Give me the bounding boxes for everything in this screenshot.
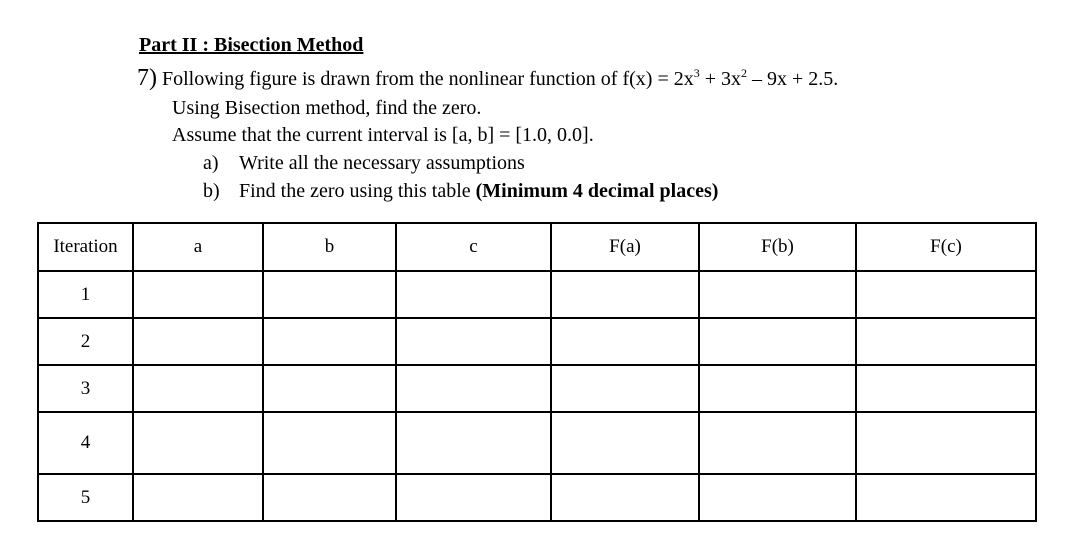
question-number: 7) — [137, 65, 157, 91]
cell-c[interactable] — [396, 365, 551, 412]
cell-b[interactable] — [263, 365, 396, 412]
cell-fa[interactable] — [551, 412, 699, 474]
iteration-number: 3 — [38, 365, 133, 412]
exponent-cubed: 3 — [693, 66, 700, 80]
question-text-end: – 9x + 2.5. — [747, 68, 839, 90]
instruction-method: Using Bisection method, find the zero. — [172, 97, 482, 119]
table-row — [38, 271, 1036, 318]
header-fb: F(b) — [699, 223, 856, 271]
task-a-marker: a) — [203, 152, 219, 174]
section-heading: Part II : Bisection Method — [139, 34, 364, 56]
cell-fb[interactable] — [699, 318, 856, 365]
cell-fa[interactable] — [551, 318, 699, 365]
iteration-number: 5 — [38, 474, 133, 521]
header-iteration: Iteration — [38, 223, 133, 271]
cell-fc[interactable] — [856, 474, 1036, 521]
cell-fa[interactable] — [551, 365, 699, 412]
header-a: a — [133, 223, 263, 271]
task-b-emphasis: (Minimum 4 decimal places) — [475, 180, 719, 202]
task-a — [203, 152, 525, 175]
table-header-row — [38, 223, 1036, 271]
iteration-number: 4 — [38, 412, 133, 474]
cell-fb[interactable] — [699, 271, 856, 318]
cell-b[interactable] — [263, 474, 396, 521]
table-row — [38, 365, 1036, 412]
cell-b[interactable] — [263, 271, 396, 318]
cell-a[interactable] — [133, 271, 263, 318]
instruction-interval: Assume that the current interval is [a, b] = [1.0, 0.0]. — [172, 124, 594, 146]
iteration-number: 2 — [38, 318, 133, 365]
cell-a[interactable] — [133, 412, 263, 474]
cell-fb[interactable] — [699, 365, 856, 412]
cell-c[interactable] — [396, 474, 551, 521]
question-text-start: Following figure is drawn from the nonlinear function of f(x) = 2x — [157, 68, 694, 90]
cell-c[interactable] — [396, 318, 551, 365]
header-fc: F(c) — [856, 223, 1036, 271]
task-a-text: Write all the necessary assumptions — [239, 152, 525, 174]
table-row — [38, 318, 1036, 365]
table-row — [38, 474, 1036, 521]
table-row — [38, 412, 1036, 474]
header-b: b — [263, 223, 396, 271]
cell-fc[interactable] — [856, 318, 1036, 365]
cell-fa[interactable] — [551, 271, 699, 318]
iteration-number: 1 — [38, 271, 133, 318]
exponent-squared: 2 — [741, 66, 747, 80]
question-statement — [137, 65, 838, 92]
cell-a[interactable] — [133, 474, 263, 521]
question-text-middle: + 3x — [699, 68, 741, 90]
cell-a[interactable] — [133, 318, 263, 365]
cell-fb[interactable] — [699, 474, 856, 521]
header-fa: F(a) — [551, 223, 699, 271]
bisection-table — [37, 222, 1037, 522]
cell-c[interactable] — [396, 412, 551, 474]
task-b-text: Find the zero using this table — [239, 180, 476, 202]
cell-a[interactable] — [133, 365, 263, 412]
cell-b[interactable] — [263, 318, 396, 365]
task-b-marker: b) — [203, 180, 220, 202]
task-b — [203, 180, 718, 203]
cell-c[interactable] — [396, 271, 551, 318]
cell-b[interactable] — [263, 412, 396, 474]
header-c: c — [396, 223, 551, 271]
cell-fc[interactable] — [856, 412, 1036, 474]
cell-fc[interactable] — [856, 365, 1036, 412]
cell-fc[interactable] — [856, 271, 1036, 318]
cell-fa[interactable] — [551, 474, 699, 521]
cell-fb[interactable] — [699, 412, 856, 474]
